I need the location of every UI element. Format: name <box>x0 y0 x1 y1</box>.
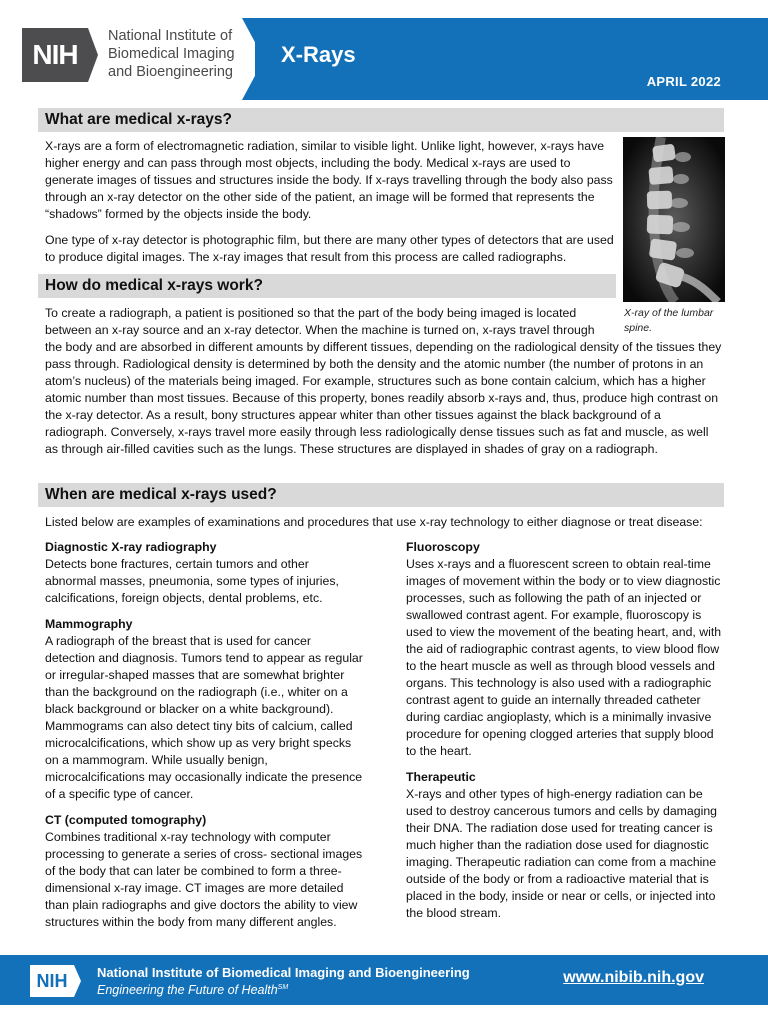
footer-tagline <box>97 983 288 997</box>
use-text: Combines traditional x-ray technology with computer processing to generate a series of cross- sectional images of the body that can later be combined to form a three-dimensional x-ray image. CT images are more detailed than plain radiographs and give doctors the ability to view structures within the body from many different angles. <box>45 830 363 929</box>
nih-logo <box>22 28 96 82</box>
float-spacer <box>605 305 723 339</box>
nih-logo-text: NIH <box>22 28 88 82</box>
use-title: Fluoroscopy <box>406 540 480 554</box>
section-heading-text: How do medical x-rays work? <box>45 277 263 294</box>
what-paragraph-2: One type of x-ray detector is photographic film, but there are many other types of detectors that are used to produce digital images. The x-ray images that result from this process are called radiographs. <box>45 233 614 264</box>
uses-left-column <box>45 539 363 931</box>
section-heading-text: When are medical x-rays used? <box>45 486 277 503</box>
uses-right-column <box>406 539 724 922</box>
use-title: CT (computed tomography) <box>45 813 207 827</box>
use-text: Detects bone fractures, certain tumors and other abnormal masses, pneumonia, some types of injuries, calcifications, foreign objects, dental problems, etc. <box>45 557 339 605</box>
logo-area <box>0 0 255 100</box>
what-paragraph-1: X-rays are a form of electromagnetic radiation, similar to visible light. Unlike light, however, x-rays have higher energy and can pass through most objects, including the body. Medical x-rays are used to generate images of tissues and structures inside the body. If x-rays travelling through the body also pass through an x-ray detector on the other side of the patient, an image will be formed that represents the “shadows” formed by the objects inside the body. <box>45 139 613 221</box>
use-title: Diagnostic X-ray radiography <box>45 540 217 554</box>
org-name-line: National Institute of <box>108 28 233 44</box>
how-paragraph <box>45 305 723 458</box>
publication-date: APRIL 2022 <box>646 74 721 89</box>
xray-graphic <box>623 137 725 302</box>
footer-nih-logo <box>30 965 80 997</box>
image-caption: X-ray of the lumbar spine. <box>624 307 714 334</box>
org-name <box>108 27 258 81</box>
banner-chevron-inner <box>255 18 275 100</box>
use-title: Therapeutic <box>406 770 476 784</box>
page-footer <box>0 955 768 1005</box>
footer-org-name: National Institute of Biomedical Imaging and Bioengineering <box>97 965 470 980</box>
use-text: X-rays and other types of high-energy radiation can be used to destroy cancerous tumors and cells by damaging their DNA. The radiation dose used for treating cancer is much higher than the radiation dose used for diagnostic imaging. Therapeutic radiation can come from a machine outside of the body or from a radioactive material that is placed in the body, inside or near or cells, or injected into the blood stream. <box>406 787 718 920</box>
section-heading-what <box>38 108 724 132</box>
use-text: Uses x-rays and a fluorescent screen to obtain real-time images of movement within the body or to view diagnostic processes, such as following the path of an injected or swallowed contrast agent. For example, fluoroscopy is used to view the movement of the beating heart, and, with the aid of radiographic contrast agents, to view blood flow to the heart muscle as well as through blood vessels and organs. This technology is also used with a radiographic contrast agent to guide an internally threaded catheter during cardiac angioplasty, which is a minimally invasive procedure for opening clogged arteries that supply blood to the heart. <box>406 557 722 758</box>
nih-logo-arrow <box>88 28 98 82</box>
lumbar-spine-xray-image <box>623 137 725 302</box>
website-link[interactable]: www.nibib.nih.gov <box>563 969 704 986</box>
page-header <box>0 0 768 100</box>
page-title: X-Rays <box>281 42 356 67</box>
service-mark: SM <box>277 983 289 991</box>
section-heading-when <box>38 483 724 507</box>
footer-logo-text: NIH <box>30 965 74 997</box>
use-title: Mammography <box>45 617 133 631</box>
org-name-line: Biomedical Imaging <box>108 46 235 62</box>
use-text: A radiograph of the breast that is used for cancer detection and diagnosis. Tumors tend to appear as regular or irregular-shaped masses that are somewhat brighter than the background on the radiograph (i.e., whiter on a black background or blacker on a white background). Mammograms can also detect tiny bits of calcium, called microcalcifications, which show up as very bright specks on a mammogram. While usually benign, microcalcifications may occasionally indicate the presence of a specific type of cancer. <box>45 634 363 801</box>
how-paragraph-text: To create a radiograph, a patient is positioned so that the part of the body being imaged is located between an x-ray source and an x-ray detector. When the machine is turned on, x-rays travel through the body and are absorbed in different amounts by different tissues, depending on the radiological density of the tissues they pass through. Radiological density is determined by both the density and the atomic number (the number of protons in an atom’s nucleus) of the materials being imaged. For example, structures such as bone contain calcium, which has a higher atomic number than most tissues. Because of this property, bones readily absorb x-rays and, thus, produce high contrast on the x-ray detector. As a result, bony structures appear whiter than other tissues against the black background of a radiograph. Conversely, x-rays travel more easily through less radiologically dense tissues such as fat and muscle, as well as through air-filled cavities such as the lungs. These structures are displayed in shades of gray on a radiograph. <box>45 306 722 456</box>
when-intro: Listed below are examples of examinations and procedures that use x-ray technology to either diagnose or treat disease: <box>45 515 703 529</box>
footer-tagline-text: Engineering the Future of Health <box>97 983 278 997</box>
section-heading-text: What are medical x-rays? <box>45 111 232 128</box>
footer-logo-arrow <box>74 965 81 997</box>
section-heading-how <box>38 274 616 298</box>
org-name-line: and Bioengineering <box>108 64 233 80</box>
